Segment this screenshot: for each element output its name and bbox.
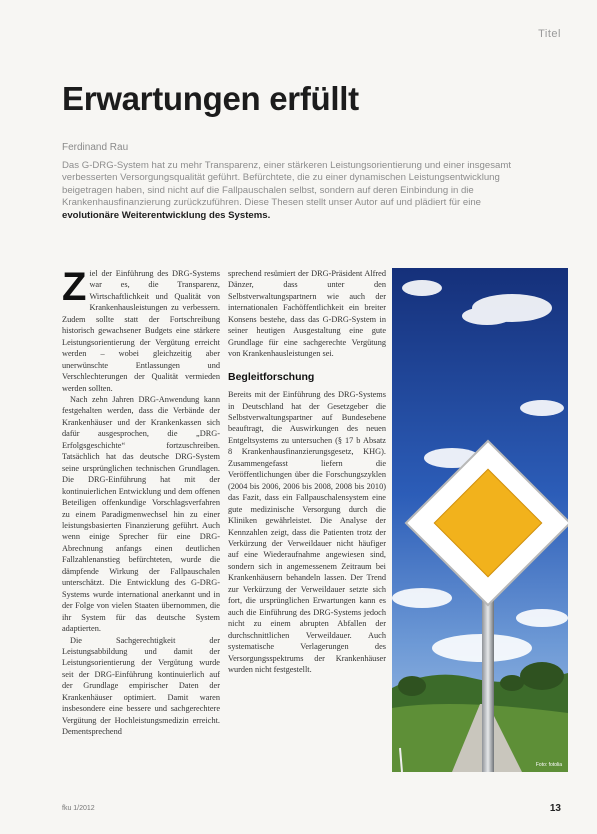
paragraph: Die Sachgerechtigkeit der Leistungsabbildung und damit der Leistungsorientierung der Vergütung wurde seit der DRG-Einführung kontinuierlich auf der Grundlage empirischer Daten der Krankenhäuser optimiert. Damit waren insbesondere eine bessere und sachgerechtere Vergütung der Hochleistungsmedizin erreicht. Dementsprechend [62, 635, 220, 737]
paragraph: Nach zehn Jahren DRG-Anwendung kann festgehalten werden, dass die Verbände der Krankenhäuser und der Krankenkassen sich dafür ausgesprochen, die „DRG-Erfolgsgeschichte“ fortzuschreiben. Tatsächlich hat das deutsche DRG-System seine ursprünglichen technischen Grundlagen. Die DRG-Einführung hat mit der kontinuierlichen Entwicklung und dem offenen Beteiligen offenkundige Vorschlagsverfahren zu einem Paradigmenwechsel hin zu einer leistungsbasierten Finanzierung geführt. Auch wenn einige Sprecher für eine DRG-Abrechnung anfangs einen deutlichen Fallzahlenanstieg befürchteten, wurde die dämpfende Wirkung der Fallpauschalen unterschätzt. Die Entwicklung des G-DRG-Systems wurde international anerkannt und in der Folge von vielen Staaten übernommen, die ihr System für das deutsche System adaptierten. [62, 394, 220, 634]
priority-road-sign-photo [392, 268, 568, 772]
issue-label: fku 1/2012 [62, 805, 95, 812]
drop-cap: Z [62, 265, 87, 309]
headline: Erwartungen erfüllt [62, 80, 359, 117]
text-column-1 [62, 265, 220, 738]
paragraph: Bereits mit der Einführung des DRG-Systems in Deutschland hat der Gesetzgeber die Selbstverwaltungspartner auf Bundesebene beauftragt, die Auswirkungen des neuen Entgeltsystems zu untersuchen (§ 17 b Absatz 8 Krankenhausfinanzierungsgesetz, KHG). Zusammengefasst liefern die Veröffentlichungen über die Forschungszyklen (2004 bis 2006, 2006 bis 2008, 2008 bis 2010) das Fazit, dass ein Fallpauschalensystem eine gute medizinische Versorgung durch die Kliniken gewährleistet. Die Analyse der Kennzahlen zeigt, dass die Patienten trotz der Verkürzung der Verweildauer nicht häufiger auf eine Wiederaufnahme angewiesen sind, sondern sich in angemessenem Zeitraum bei Krankenhäusern behandeln lassen. Der Trend zur Verkürzung der Verweildauer setzte sich fort, die ursprünglichen Erwartungen kann es auch die Einführung des DRG-Systems jedoch nicht zu einem abrupten Abfallen der durchschnittlichen Verweildauer. Auch systematische Verlagerungen des Versorgungsspektrums der Krankenhäuser wurden nicht festgestellt. [228, 390, 386, 674]
lead-emphasis: evolutionäre Weiterentwicklung des Systems. [62, 209, 271, 221]
subheading-begleitforschung: Begleitforschung [228, 370, 315, 383]
section-tag: Titel [538, 28, 561, 40]
text-column-2 [228, 268, 386, 675]
lead-paragraph [62, 160, 538, 222]
page-number: 13 [549, 803, 561, 814]
paragraph: sprechend resümiert der DRG-Präsident Alfred Dänzer, dass unter den Selbstverwaltungspartnern wie auch der internationalen Fachöffentlichkeit ein breiter Konsens bestehe, dass das G-DRG-System in seiner heutigen Ausgestaltung eine gute Grundlage für eine sachgerechte Vergütung von Krankenhausleistungen sei. [228, 269, 386, 359]
lead-text: Das G-DRG-System hat zu mehr Transparenz, einer stärkeren Leistungsorientierung und einer insgesamt verbesserten Versorgungsqualität geführt. Befürchtete, die zu einer dynamischen Leistungsentwicklung beigetragen haben, sind nicht auf die Fallpauschalen selbst, sondern auf deren Einbindung in die Krankenhausfinanzierung zurückzuführen. Diese Thesen stellt unser Autor auf und plädiert für eine [62, 160, 511, 209]
author-name: Ferdinand Rau [62, 142, 129, 153]
paragraph: Ziel der Einführung des DRG-Systems war es, die Transparenz, Wirtschaftlichkeit und Qualität von Krankenhausleistungen zu verbessern. Zudem sollte statt der Fortschreibung historisch gewachsener Budgets eine stärkere Leistungsorientierung der Vergütung erreicht werden – wobei gleichzeitig aber unerwünschte Entlassungen und Verschlechterungen der Qualität vermieden werden sollten. [62, 265, 220, 393]
photo-credit: Foto: fotolia [535, 762, 562, 768]
photo-illustration [392, 268, 568, 772]
